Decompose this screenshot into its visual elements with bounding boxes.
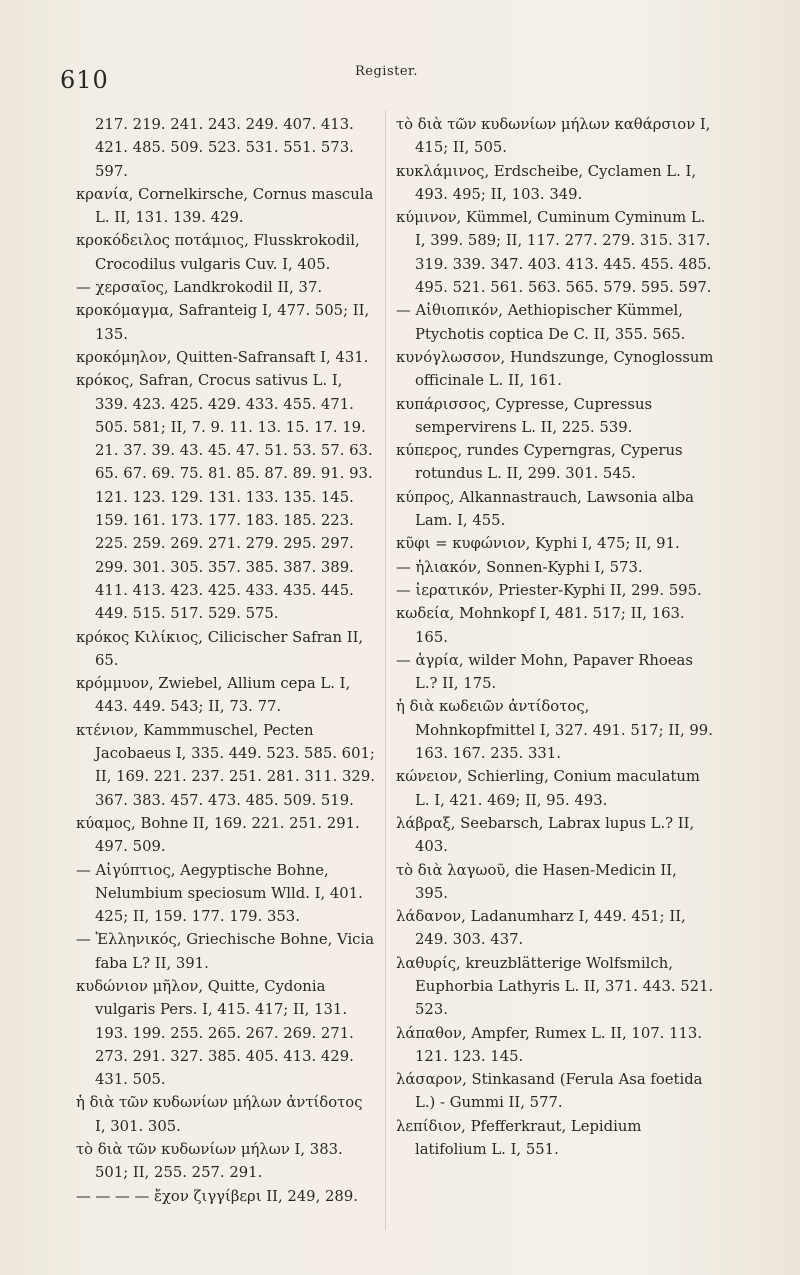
index-entry: κώνειον, Schierling, Conium maculatum L. I, 421. 469; II, 95. 493.: [396, 768, 700, 809]
index-entry: — — — — ἔχον ζιγγίβερι II, 249, 289.: [76, 1187, 358, 1205]
index-entry: — ἀγρία, wilder Mohn, Papaver Rhoeas L.? II, 175.: [396, 651, 693, 693]
index-entry: κυκλάμινος, Erdscheibe, Cyclamen L. I, 493. 495; II, 103. 349.: [396, 162, 697, 203]
page-number: 610: [60, 66, 109, 94]
index-entry: τὸ διὰ τῶν κυδωνίων μήλων I, 383. 501; II, 255. 257. 291.: [76, 1141, 343, 1182]
index-entry: ἡ διὰ τῶν κυδωνίων μήλων ἀντίδοτος I, 301. 305.: [76, 1094, 363, 1135]
index-entry: κωδεία, Mohnkopf I, 481. 517; II, 163. 165.: [396, 605, 685, 646]
index-entry: λάσαρον, Stinkasand (Ferula Asa foetida L.) - Gummi II, 577.: [396, 1071, 703, 1112]
index-entry: — Αἰγύπτιος, Aegyptische Bohne, Nelumbium speciosum Wlld. I, 401. 425; II, 159. 177. 179. 353.: [76, 861, 363, 926]
index-entry: κῦφι = κυφώνιον, Kyphi I, 475; II, 91.: [396, 535, 680, 553]
index-entry: κρανία, Cornelkirsche, Cornus mascula L. II, 131. 139. 429.: [76, 185, 374, 227]
left-column: [76, 113, 376, 1208]
index-entry: — Αἰθιοπικόν, Aethiopischer Kümmel, Ptychotis coptica De C. II, 355. 565.: [396, 302, 686, 343]
index-entry: κυδώνιον μῆλον, Quitte, Cydonia vulgaris Pers. I, 415. 417; II, 131. 193. 199. 255. 265. 267. 269. 271. 273. 291. 327. 385. 405. 413. 429. 431. 505.: [76, 977, 354, 1089]
right-column: [396, 113, 714, 1161]
index-entry: κροκόμαγμα, Safranteig I, 477. 505; II, 135.: [76, 302, 370, 343]
index-entry: λάβραξ, Seebarsch, Labrax lupus L.? II, 403.: [396, 814, 695, 856]
index-entry: ἡ διὰ κωδειῶν ἀντίδοτος, Mohnkopfmittel I, 327. 491. 517; II, 99. 163. 167. 235. 331.: [396, 698, 713, 763]
index-entry: — ἱερατικόν, Priester-Kyphi II, 299. 595.: [396, 581, 702, 599]
index-entry: — Ἑλληνικός, Griechische Bohne, Vicia faba L? II, 391.: [76, 931, 375, 972]
index-entry: λάπαθον, Ampfer, Rumex L. II, 107. 113. 121. 123. 145.: [396, 1024, 703, 1065]
index-entry: κροκόμηλον, Quitten-Safransaft I, 431.: [76, 348, 369, 366]
index-entry: τὸ διὰ λαγωοῦ, die Hasen-Medicin II, 395.: [396, 861, 677, 902]
index-entry: — χερσαῖος, Landkrokodil II, 37.: [76, 279, 323, 297]
index-entry: κρόμμυον, Zwiebel, Allium cepa L. I, 443. 449. 543; II, 73. 77.: [76, 675, 351, 716]
index-entry: κύαμος, Bohne II, 169. 221. 251. 291. 497. 509.: [76, 814, 360, 856]
index-entry: λάδανον, Ladanumharz I, 449. 451; II, 249. 303. 437.: [396, 908, 686, 949]
column-separator: [385, 110, 386, 1230]
index-entry: κυπάρισσος, Cypresse, Cupressus sempervirens L. II, 225. 539.: [396, 395, 653, 436]
index-entry: κυνόγλωσσον, Hundszunge, Cynoglossum officinale L. II, 161.: [396, 348, 714, 390]
index-entry: κρόκος, Safran, Crocus sativus L. I, 339. 423. 425. 429. 433. 455. 471. 505. 581; II, 7. 9. 11. 13. 15. 17. 19. 21. 37. 39. 43. 45. 47. 51. 53. 57. 63. 65. 67. 69. 75. 81. 85. 87. 89. 91. 93. 121. 123. 129. 131. 133. 135. 145. 159. 161. 173. 177. 183. 185. 223. 225. 259. 269. 271. 279. 295. 297. 299. 301. 305. 357. 385. 387. 389. 411. 413. 423. 425. 433. 435. 445. 449. 515. 517. 529. 575.: [76, 372, 373, 623]
index-entry: κτένιον, Kammmuschel, Pecten Jacobaeus I, 335. 449. 523. 585. 601; II, 169. 221. 237. 251. 281. 311. 329. 367. 383. 457. 473. 485. 509. 519.: [76, 721, 375, 809]
index-entry: κύμινον, Kümmel, Cuminum Cyminum L. I, 399. 589; II, 117. 277. 279. 315. 317. 319. 339. 347. 403. 413. 445. 455. 485. 495. 521. 561. 563. 565. 579. 595. 597.: [396, 209, 712, 297]
index-entry: λαθυρίς, kreuzblätterige Wolfsmilch, Euphorbia Lathyris L. II, 371. 443. 521. 523.: [396, 954, 714, 1019]
index-entry: τὸ διὰ τῶν κυδωνίων μήλων καθάρσιον I, 415; II, 505.: [396, 116, 711, 157]
index-entry: κύπερος, rundes Cyperngras, Cyperus rotundus L. II, 299. 301. 545.: [396, 442, 683, 483]
index-entry: κρόκος Κιλίκιος, Cilicischer Safran II, 65.: [76, 628, 364, 669]
index-entry: κροκόδειλος ποτάμιος, Flusskrokodil, Crocodilus vulgaris Cuv. I, 405.: [76, 232, 360, 273]
index-entry: — ἡλιακόν, Sonnen-Kyphi I, 573.: [396, 558, 643, 576]
index-entry: λεπίδιον, Pfefferkraut, Lepidium latifolium L. I, 551.: [396, 1117, 642, 1159]
index-entry: κύπρος, Alkannastrauch, Lawsonia alba Lam. I, 455.: [396, 488, 694, 530]
running-head: Register.: [355, 64, 418, 79]
index-entry: 217. 219. 241. 243. 249. 407. 413. 421. 485. 509. 523. 531. 551. 573. 597.: [95, 116, 354, 180]
